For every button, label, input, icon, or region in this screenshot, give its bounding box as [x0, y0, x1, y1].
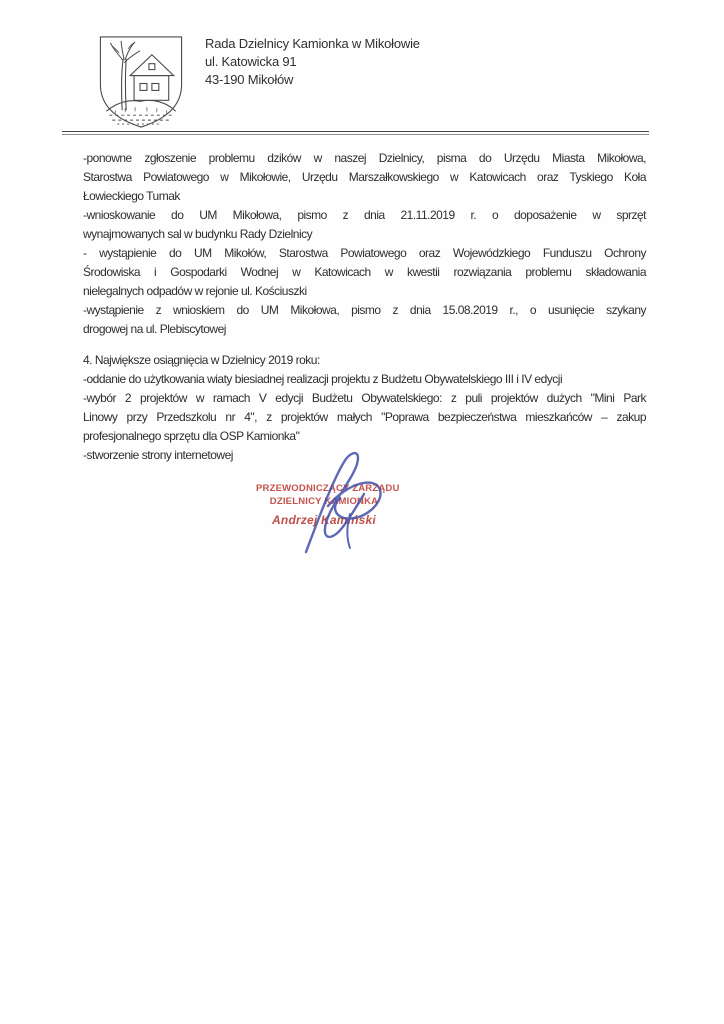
stamp-title-line2: DZIELNICY KAMIONKA [269, 496, 379, 507]
doc-line: Środowiska i Gospodarki Wodnej w Katowicach w kwestii rozwiązania problemu składowania [83, 265, 646, 279]
doc-line: -wnioskowanie do UM Mikołowa, pismo z dnia 21.11.2019 r. o doposażenie w sprzęt [83, 208, 646, 222]
doc-line: -oddanie do użytkowania wiaty biesiadnej realizacji projektu z Budżetu Obywatelskiego III i IV edycji [83, 372, 563, 386]
section-heading: 4. Największe osiągnięcia w Dzielnicy 2019 roku: [83, 353, 320, 367]
org-street: ul. Katowicka 91 [205, 54, 297, 69]
doc-line: Łowieckiego Tumak [83, 189, 180, 203]
header-divider [62, 131, 649, 135]
doc-line: Starostwa Powiatowego w Mikołowie, Urzędu Marszałkowskiego w Katowicach oraz Tyskiego Koła [83, 170, 646, 184]
doc-line: nielegalnych odpadów w rejonie ul. Kościuszki [83, 284, 307, 298]
letterhead [205, 35, 420, 89]
kamionka-coat-of-arms-icon [95, 33, 187, 132]
document-body [83, 149, 646, 465]
doc-line: drogowej na ul. Plebiscytowej [83, 322, 226, 336]
paragraph-gap [83, 339, 646, 351]
doc-line: -wystąpienie z wnioskiem do UM Mikołowa, pismo z dnia 15.08.2019 r., o usunięcie szykany [83, 303, 646, 317]
doc-line: Linowy przy Przedszkolu nr 4", z projektów małych "Poprawa bezpieczeństwa mieszkańców – zakup [83, 410, 646, 424]
doc-line: - wystąpienie do UM Mikołów, Starostwa Powiatowego oraz Wojewódzkiego Funduszu Ochrony [83, 246, 646, 260]
doc-line: profesjonalnego sprzętu dla OSP Kamionka" [83, 429, 300, 443]
doc-line: -wybór 2 projektów w ramach V edycji Budżetu Obywatelskiego: z puli projektów dużych "Mini Park [83, 391, 646, 405]
stamp-title-line1: PRZEWODNICZĄCY ZARZĄDU [256, 483, 400, 494]
org-city: 43-190 Mikołów [205, 72, 294, 87]
signature-scribble [292, 448, 392, 556]
org-name: Rada Dzielnicy Kamionka w Mikołowie [205, 36, 420, 51]
doc-line: -stworzenie strony internetowej [83, 448, 233, 462]
stamp-name: Andrzej Kamiński [272, 513, 376, 527]
doc-line: wynajmowanych sal w budynku Rady Dzielnicy [83, 227, 313, 241]
doc-line: -ponowne zgłoszenie problemu dzików w naszej Dzielnicy, pisma do Urzędu Miasta Mikołowa, [83, 151, 646, 165]
